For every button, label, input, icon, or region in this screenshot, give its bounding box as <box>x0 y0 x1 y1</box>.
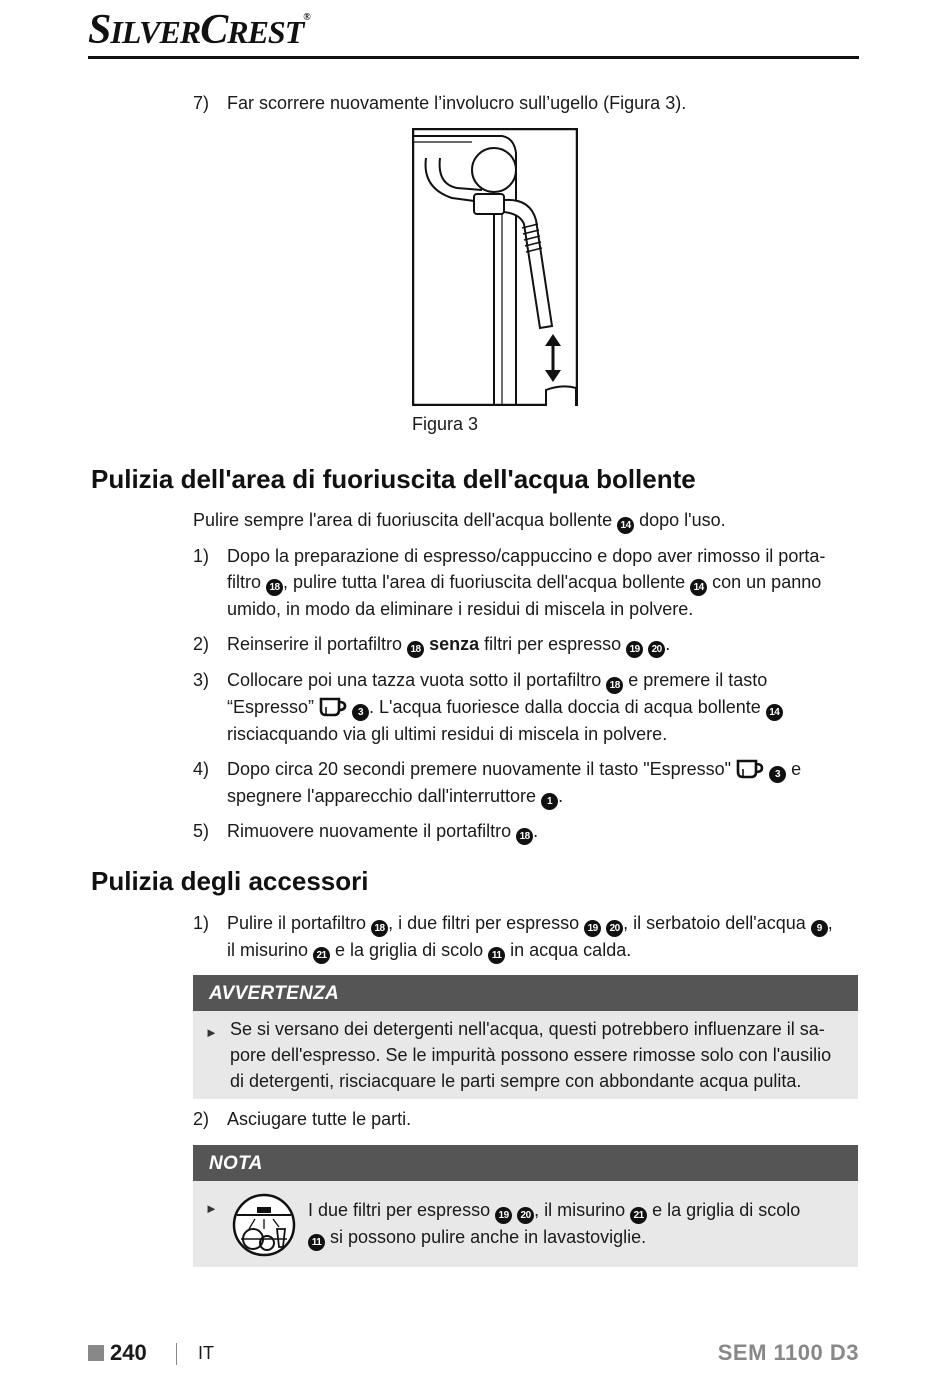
callout-20: 20 <box>606 920 623 937</box>
model-number: SEM 1100 D3 <box>717 1340 859 1365</box>
note-text: I due filtri per espresso 19 20 , il misurino 21 e la griglia di scolo 11 si possono pulire anche in lavastoviglie. <box>308 1197 848 1251</box>
warning-line-3: di detergenti, risciacquare le parti sempre con abbondante acqua pulita. <box>230 1071 802 1091</box>
callout-19: 19 <box>495 1207 512 1224</box>
warning-box <box>193 975 858 1099</box>
note-box <box>193 1145 858 1267</box>
callout-20: 20 <box>648 641 665 658</box>
callout-19: 19 <box>626 641 643 658</box>
s2-step-2: 2) Asciugare tutte le parti. <box>193 1109 412 1129</box>
footer-square <box>88 1345 104 1361</box>
section-title-hot-water-outlet: Pulizia dell'area di fuoriuscita dell'acqua bollente <box>91 464 696 494</box>
section1-intro: Pulire sempre l'area di fuoriuscita dell'acqua bollente 14 dopo l'uso. <box>193 507 859 534</box>
callout-9: 9 <box>811 920 828 937</box>
warning-line-2: pore dell'espresso. Se le impurità possono essere rimosse solo con l'ausilio <box>230 1045 832 1065</box>
s1-step-1: 1) Dopo la preparazione di espresso/cappuccino e dopo aver rimosso il porta- filtro 18 , pulire tutta l'area di fuoriuscita dell'acqua bollente 14 con un panno umido, in modo da eliminare i residui di miscela in polvere. <box>193 546 826 619</box>
callout-1: 1 <box>541 793 558 810</box>
bullet-triangle-icon: ► <box>205 1201 218 1216</box>
s2-step-1: 1) Pulire il portafiltro 18 , i due filtri per espresso 19 20 , il serbatoio dell'acqua 9 , il misurino 21 e la griglia di scolo 11 in acqua calda. <box>193 910 859 964</box>
figure-caption: Figura 3 <box>412 414 479 434</box>
warning-line-1: Se si versano dei detergenti nell'acqua, questi potrebbero influenzare il sa- <box>230 1019 825 1039</box>
s1-step-3: 3) Collocare poi una tazza vuota sotto il portafiltro 18 e premere il tasto “Espresso” 3 . L'acqua fuoriesce dalla doccia di acqua bollente 14 risciacquando via gli ultimi residui di miscela in polvere. <box>193 667 859 747</box>
bullet-triangle-icon: ► <box>205 1025 218 1040</box>
dishwasher-icon <box>231 1193 297 1257</box>
page-number: 240 <box>110 1340 147 1365</box>
callout-14: 14 <box>617 517 634 534</box>
callout-14: 14 <box>766 704 783 721</box>
callout-20: 20 <box>517 1207 534 1224</box>
callout-19: 19 <box>584 920 601 937</box>
callout-11: 11 <box>488 947 505 964</box>
warning-title: AVVERTENZA <box>193 975 858 1011</box>
callout-18: 18 <box>407 641 424 658</box>
step-7: 7) Far scorrere nuovamente l’involucro sull’ugello (Figura 3). <box>193 93 687 113</box>
callout-18: 18 <box>516 828 533 845</box>
callout-21: 21 <box>313 947 330 964</box>
note-title: NOTA <box>193 1145 858 1181</box>
footer-separator <box>176 1343 177 1365</box>
callout-14: 14 <box>690 579 707 596</box>
espresso-cup-icon <box>319 697 347 717</box>
callout-18: 18 <box>266 579 283 596</box>
callout-3: 3 <box>769 766 786 783</box>
callout-18: 18 <box>606 677 623 694</box>
s1-step-5: 5) Rimuovere nuovamente il portafiltro 18 . <box>193 818 859 845</box>
callout-11: 11 <box>308 1234 325 1251</box>
figure-3-illustration <box>412 128 578 406</box>
language-code: IT <box>198 1343 214 1363</box>
s1-step-4: 4) Dopo circa 20 secondi premere nuovamente il tasto "Espresso" 3 e spegnere l'apparecchio dall'interruttore 1 . <box>193 756 859 810</box>
brand-logo: SILVERCREST® <box>88 7 310 53</box>
s1-step-2: 2) Reinserire il portafiltro 18 senza filtri per espresso 19 20 . <box>193 631 859 658</box>
callout-21: 21 <box>630 1207 647 1224</box>
espresso-cup-icon <box>736 759 764 779</box>
section-title-accessories: Pulizia degli accessori <box>91 866 369 896</box>
callout-3: 3 <box>352 704 369 721</box>
header-rule <box>88 56 859 59</box>
callout-18: 18 <box>371 920 388 937</box>
